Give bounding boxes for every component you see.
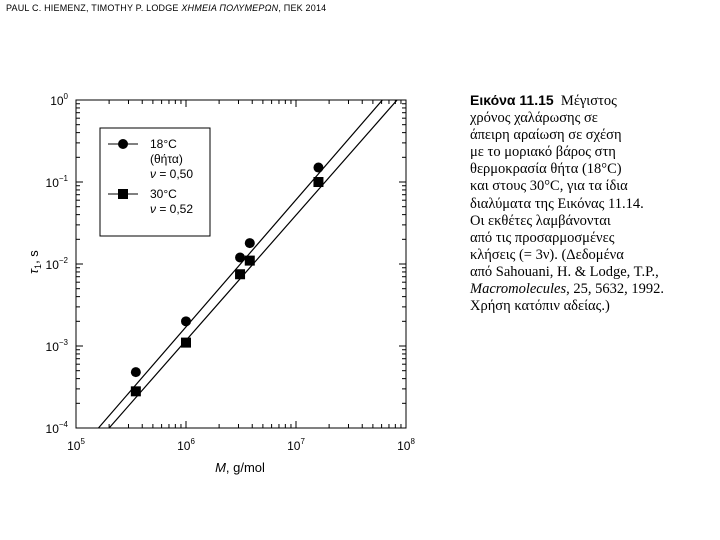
caption-citation: , 25, 5632, 1992. (566, 281, 664, 298)
data-point-square (181, 338, 191, 348)
legend-label-18c-theta: (θήτα) (150, 152, 183, 166)
x-tick-label-base: 10 (177, 439, 191, 453)
data-point-circle (313, 163, 323, 173)
x-tick-label (67, 437, 85, 453)
caption-line-11: από Sahouani, H. & Lodge, T.P., (470, 263, 659, 280)
x-tick-label-base: 10 (287, 439, 301, 453)
legend-nu-value-18c: = 0,50 (156, 167, 194, 181)
caption-figure-label: Εικόνα 11.15 (470, 92, 554, 108)
legend-nu-value-30c: = 0,52 (156, 202, 194, 216)
x-tick-label-base: 10 (397, 439, 411, 453)
y-tick-label (46, 256, 69, 272)
header-authors: PAUL C. HIEMENZ, TIMOTHY P. LODGE (6, 3, 179, 13)
legend-nu-30c (150, 202, 193, 216)
x-axis-label-unit: , g/mol (225, 460, 265, 475)
y-tick-label (46, 420, 69, 436)
y-tick-label-exponent: −2 (58, 256, 68, 265)
data-point-circle (235, 253, 245, 263)
legend-nu-symbol-18c: ν (150, 167, 156, 181)
figure-caption (470, 92, 710, 315)
legend (100, 128, 210, 236)
caption-text-1: Μέγιστος (560, 93, 617, 109)
data-point-circle (245, 238, 255, 248)
caption-line-3: άπειρη αραίωση σε σχέση (470, 127, 622, 144)
data-point-circle (131, 367, 141, 377)
x-tick-labels (67, 437, 415, 453)
legend-nu-symbol-30c: ν (150, 202, 156, 216)
y-tick-label-base: 10 (45, 340, 59, 354)
data-point-square (313, 177, 323, 187)
caption-line-8: Οι εκθέτες λαμβάνονται (470, 212, 611, 229)
y-tick-labels (46, 92, 69, 436)
y-tick-label-base: 10 (45, 176, 59, 190)
caption-line-6: και στους 30°C, για τα ίδια (470, 178, 628, 195)
caption-line-10: κλήσεις (= 3ν). (Δεδομένα (470, 246, 624, 263)
y-tick-label-exponent: −1 (58, 174, 68, 183)
header-publisher: , ΠΕΚ 2014 (278, 3, 327, 13)
y-axis-label (26, 250, 43, 274)
data-point-square (245, 256, 255, 266)
x-tick-label (397, 437, 415, 453)
y-tick-label (46, 174, 69, 190)
y-axis-label-subscript: 1 (33, 263, 43, 269)
data-point-square (131, 386, 141, 396)
caption-line-9: από τις προσαρμοσμένες (470, 229, 615, 246)
y-tick-label-base: 10 (45, 422, 59, 436)
x-tick-label-base: 10 (67, 439, 81, 453)
x-axis-label-symbol: M (215, 460, 226, 475)
x-tick-label (177, 437, 195, 453)
y-tick-label-exponent: −3 (58, 338, 68, 347)
x-tick-label-exponent: 6 (190, 437, 195, 446)
legend-nu-18c (150, 167, 193, 181)
y-tick-label (46, 338, 69, 354)
x-axis-label (215, 460, 265, 475)
y-tick-label-base: 10 (45, 258, 59, 272)
caption-line-4: με το μοριακό βάρος στη (470, 144, 616, 161)
legend-marker-30c (118, 189, 128, 199)
data-point-circle (181, 316, 191, 326)
x-tick-label-exponent: 7 (300, 437, 305, 446)
caption-line-1 (470, 92, 710, 110)
caption-line-5: θερμοκρασία θήτα (18°C) (470, 161, 622, 178)
legend-label-18c: 18°C (150, 137, 177, 151)
y-tick-label (50, 92, 68, 108)
caption-line-2: χρόνος χαλάρωσης σε (470, 110, 598, 127)
y-tick-label-exponent: −4 (58, 420, 68, 429)
y-tick-label-exponent: 0 (63, 92, 68, 101)
y-tick-label-base: 10 (50, 94, 64, 108)
y-axis-label-unit: , s (26, 250, 41, 264)
caption-journal: Macromolecules (470, 281, 567, 298)
y-axis-label-symbol: τ (26, 268, 41, 274)
data-point-square (235, 269, 245, 279)
caption-line-12 (470, 281, 710, 298)
caption-line-7: διαλύματα της Εικόνας 11.14. (470, 195, 644, 212)
caption-line-13: Χρήση κατόπιν αδείας.) (470, 298, 610, 315)
x-tick-label-exponent: 8 (410, 437, 415, 446)
legend-marker-18c (118, 139, 128, 149)
legend-label-30c: 30°C (150, 187, 177, 201)
x-tick-label-exponent: 5 (80, 437, 85, 446)
header-book-title: ΧΗΜΕΙΑ ΠΟΛΥΜΕΡΩΝ (181, 3, 279, 13)
x-tick-label (287, 437, 305, 453)
